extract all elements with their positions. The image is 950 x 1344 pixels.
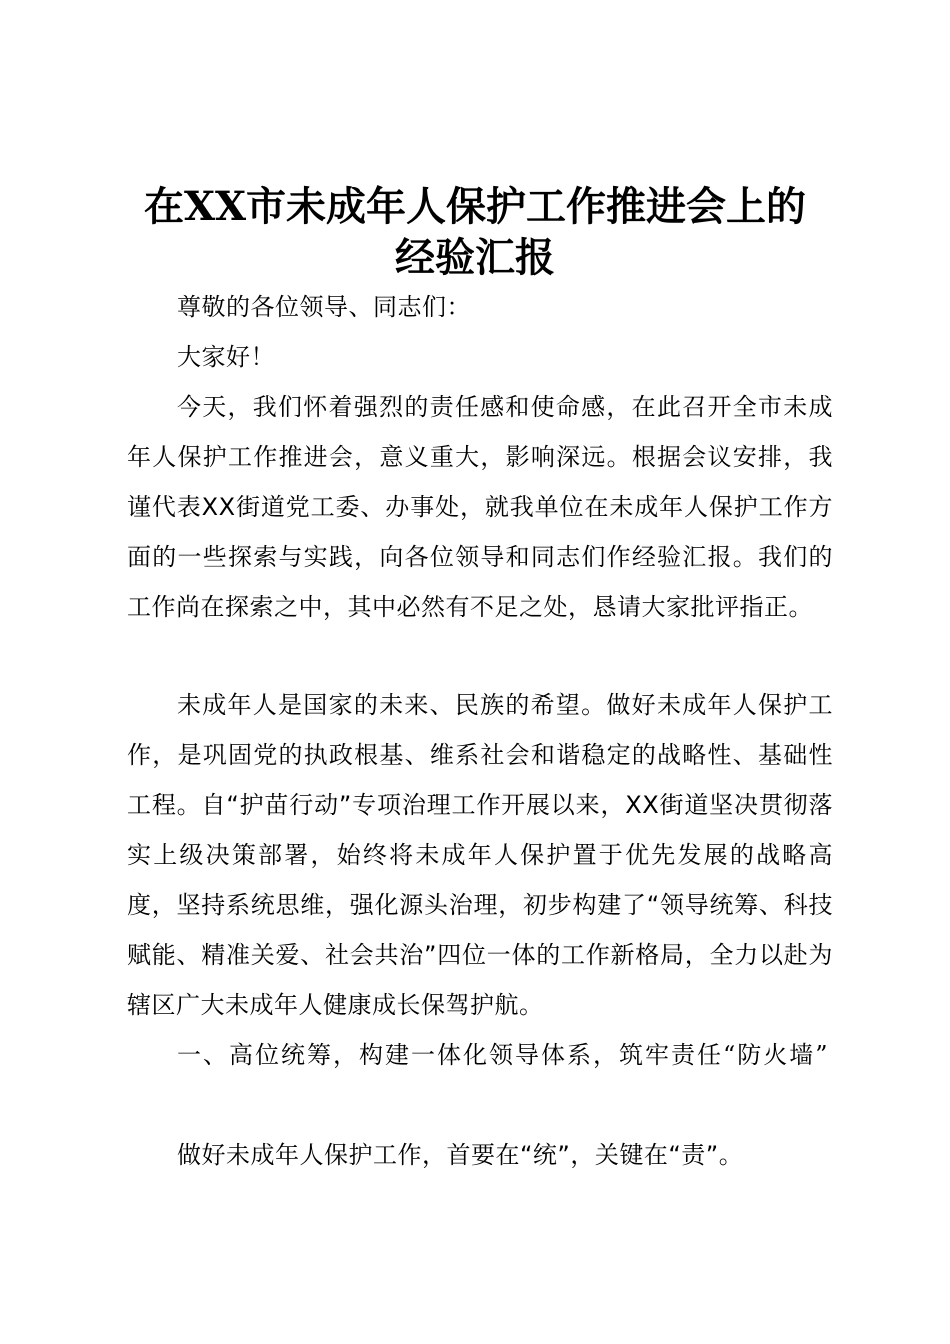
section-heading-1: 一、高位统筹，构建一体化领导体系，筑牢责任“防火墙” [177, 1041, 830, 1069]
body-paragraph-1: 今天，我们怀着强烈的责任感和使命感，在此召开全市未成年人保护工作推进会，意义重大，影响深远。根据会议安排，我谨代表XX街道党工委、办事处，就我单位在未成年人保护工作方面的一些探索与实践，向各位领导和同志们作经验汇报。我们的工作尚在探索之中，其中必然有不足之处，恳请大家批评指正。 [127, 393, 833, 621]
salutation: 尊敬的各位领导、同志们： [177, 293, 471, 321]
body-paragraph-2: 未成年人是国家的未来、民族的希望。做好未成年人保护工作，是巩固党的执政根基、维系社会和谐稳定的战略性、基础性工程。自“护苗行动”专项治理工作开展以来，XX街道坚决贯彻落实上级决策部署，始终将未成年人保护置于优先发展的战略高度，坚持系统思维，强化源头治理，初步构建了“领导统筹、科技赋能、精准关爱、社会共治”四位一体的工作新格局，全力以赴为辖区广大未成年人健康成长保驾护航。 [127, 691, 833, 1019]
document-title-line-1: 在XX市未成年人保护工作推进会上的 [143, 183, 807, 230]
body-paragraph-3: 做好未成年人保护工作，首要在“统”，关键在“责”。 [177, 1141, 744, 1169]
document-title-line-2: 经验汇报 [395, 234, 555, 281]
greeting-line: 大家好！ [177, 343, 275, 371]
